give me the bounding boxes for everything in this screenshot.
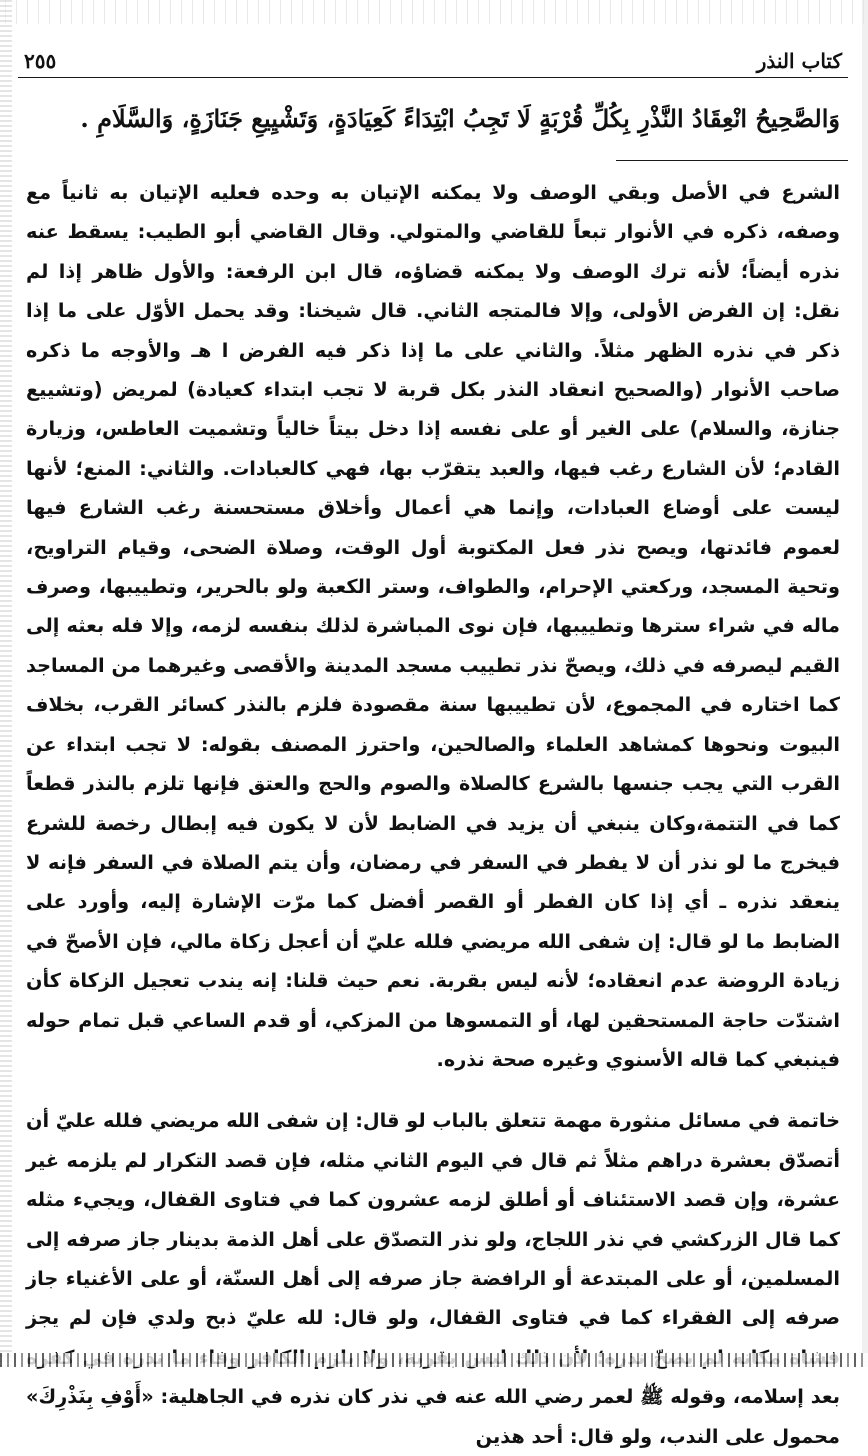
matn-text: وَالصَّحِيحُ انْعِقَادُ النَّذْرِ بِكُلِّ قُرْبَةٍ لَا تَجِبُ ابْتِدَاءً كَعِيَادَةٍ، وَتَشْيِيعِ جَنَازَةٍ، وَالسَّلَامِ . (80, 104, 840, 133)
scan-edge-left (0, 0, 12, 1367)
book-page (18, 38, 848, 1448)
commentary-body (26, 173, 840, 1456)
scan-edge-right (862, 0, 868, 1367)
page-number: ٢٥٥ (24, 49, 57, 73)
scan-edge-top (0, 0, 868, 24)
decorative-footer-border (0, 1353, 868, 1367)
matn-separator-rule (616, 160, 848, 161)
running-title: كتاب النذر (756, 49, 842, 73)
khatima-paragraph: خاتمة في مسائل منثورة مهمة تتعلق بالباب لو قال: إن شفى الله مريضي فلله عليّ أن أتصدّق بعشرة دراهم مثلاً ثم قال في اليوم الثاني مثله، فإن قصد التكرار لم يلزمه غير عشرة، وإن قصد الاستئناف أو أطلق لزمه عشرون كما في فتاوى القفال، ويجيء مثله كما قال الزركشي في نذر اللجاج، ولو نذر التصدّق على أهل الذمة بدينار جاز صرفه إلى المسلمين، أو على المبتدعة أو الرافضة جاز صرفه إلى أهل السنّة، أو على الأغنياء جاز صرفه إلى الفقراء كما في فتاوى القفال، ولو قال: لله عليّ ذبح ولدي فإن لم يجز بعد إسلامه، وقوله ﷺ لعمر رضي الله عنه في نذر كان نذره في الجاهلية: «أَوْفِ بِنَذْرِكَ» محمول على الندب، ولو قال: أحد هذين (26, 1109, 840, 1448)
running-header (18, 38, 848, 78)
commentary-paragraph: الشرع في الأصل وبقي الوصف ولا يمكنه الإتيان به وحده فعليه الإتيان به ثانياً مع وصفه، ذكره في الأنوار تبعاً للقاضي والمتولي. وقال القاضي أبو الطيب: يسقط عنه نذره أيضاً؛ لأنه ترك الوصف ولا يمكنه قضاؤه، قال ابن الرفعة: والأول ظاهر إذا لم نقل: إن الفرض الأولى، وإلا فالمتجه الثاني. قال شيخنا: وقد يحمل الأوّل على ما إذا ذكر في نذره الظهر مثلاً. والثاني على ما إذا ذكر فيه الفرض ا هـ والأوجه ما ذكره صاحب الأنوار (والصحيح انعقاد النذر بكل قربة لا تجب ابتداء كعيادة) لمريض (وتشييع جنازة، والسلام) على الغير أو على نفسه إذا دخل بيتاً خالياً وتشميت العاطس، وزيارة القادم؛ لأن الشارع رغب فيها، والعبد يتقرّب بها، فهي كالعبادات. والثاني: المنع؛ لأنها ليست على أوضاع العبادات، وإنما هي أعمال وأخلاق مستحسنة رغب الشارع فيها لعموم فائدتها، ويصح نذر فعل المكتوبة أول الوقت، وصلاة الضحى، وقيام التراويح، وتحية المسجد، وركعتي الإحرام، والطواف، وستر الكعبة ولو بالحرير، وتطييبها، وصرف ماله في شراء سترها وتطييبها، فإن نوى المباشرة لذلك بنفسه لزمه، وإلا فله بعثه إلى القيم ليصرفه في ذلك، ويصحّ نذر تطييب مسجد المدينة والأقصى وغيرهما من المساجد كما اختاره في المجموع، لأن تطييبها سنة مقصودة فلزم بالنذر كسائر القرب، بخلاف البيوت ونحوها كمشاهد العلماء والصالحين، واحترز المصنف بقوله: لا تجب ابتداء عن القرب التي يجب جنسها بالشرع كالصلاة والصوم والحج والعتق فإنها تلزم بالنذر قطعاً كما في التتمة،وكان ينبغي أن يزيد في الضابط لأن لا يكون فيه إبطال رخصة للشرع فيخرج ما لو نذر أن لا يفطر في السفر في رمضان، وأن يتم الصلاة في السفر فإنه لا ينعقد نذره ـ أي إذا كان الفطر أو القصر أفضل كما مرّت الإشارة إليه، وأورد على الضابط ما لو قال: إن شفى الله مريضي فلله عليّ أن أعجل زكاة مالي، فإن الأصحّ في زيادة الروضة عدم انعقاده؛ لأنه ليس بقربة. نعم حيث قلنا: إنه يندب تعجيل الزكاة كأن اشتدّت حاجة المستحقين لها، أو التمسوها من المزكي، أو قدم الساعي قبل تمام حوله فينبغي كما قاله الأسنوي وغيره صحة نذره. (26, 181, 840, 1071)
